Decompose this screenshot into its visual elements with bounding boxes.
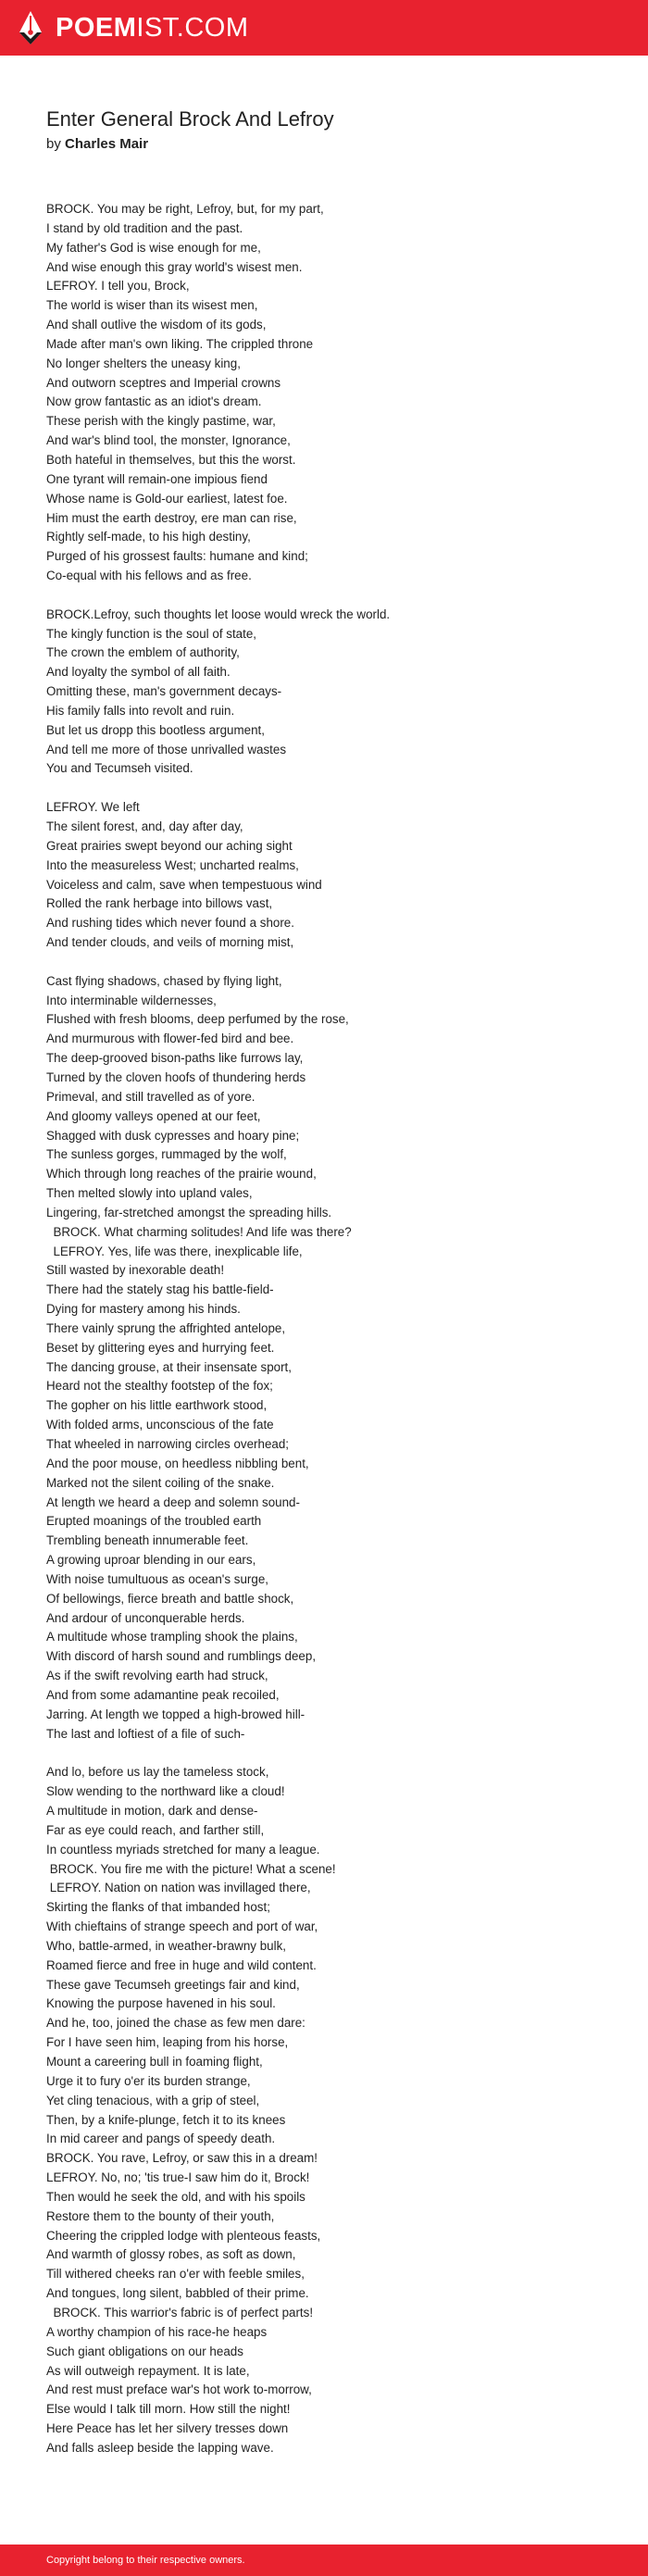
poem-line: LEFROY. No, no; 'tis true-I saw him do it, Brock! — [46, 2170, 310, 2185]
poem-line: Now grow fantastic as an idiot's dream. — [46, 394, 262, 409]
poem-line: Him must the earth destroy, ere man can rise, — [46, 510, 297, 525]
poem-line: And he, too, joined the chase as few men dare: — [46, 2016, 305, 2031]
author-name[interactable]: Charles Mair — [65, 136, 149, 152]
poem-line: You and Tecumseh visited. — [46, 761, 193, 776]
poem-line: Voiceless and calm, save when tempestuous wind — [46, 877, 322, 892]
poem-line: And tell me more of those unrivalled wastes — [46, 742, 287, 757]
poem-line: Shagged with dusk cypresses and hoary pine; — [46, 1128, 300, 1143]
poem-line: BROCK. You may be right, Lefroy, but, for my part, — [46, 202, 324, 216]
poem-byline — [46, 135, 611, 154]
poem-line: Made after man's own liking. The crippled throne — [46, 336, 314, 351]
poem-line: Here Peace has let her silvery tresses down — [46, 2421, 289, 2436]
poem-line: And tongues, long silent, babbled of their prime. — [46, 2286, 309, 2301]
stanza-break — [46, 1744, 611, 1764]
poem-line: The dancing grouse, at their insensate sport, — [46, 1359, 292, 1374]
poem-line: Heard not the stealthy footstep of the fox; — [46, 1379, 273, 1394]
poem-line: Marked not the silent coiling of the snake. — [46, 1475, 275, 1490]
poem-line: Urge it to fury o'er its burden strange, — [46, 2073, 251, 2088]
poem-line: With discord of harsh sound and rumblings deep, — [46, 1649, 317, 1664]
poem-line: Cheering the crippled lodge with plenteous feasts, — [46, 2228, 321, 2243]
poem-line: The crown the emblem of authority, — [46, 645, 240, 660]
poem-line: In mid career and pangs of speedy death. — [46, 2132, 276, 2146]
poem-line: For I have seen him, leaping from his horse, — [46, 2035, 289, 2050]
poem-line: The last and loftiest of a file of such- — [46, 1726, 245, 1741]
poem-line: The sunless gorges, rummaged by the wolf, — [46, 1147, 287, 1162]
logo-text-light: IST.COM — [136, 12, 249, 43]
poem-line: That wheeled in narrowing circles overhead; — [46, 1437, 290, 1451]
poem-line: Jarring. At length we topped a high-browed hill- — [46, 1707, 305, 1721]
poem-line: And lo, before us lay the tameless stock, — [46, 1765, 269, 1780]
poem-line: And outworn sceptres and Imperial crowns — [46, 375, 281, 390]
poem-line: LEFROY. We left — [46, 800, 140, 815]
stanza-break — [46, 779, 611, 798]
poem-line: And war's blind tool, the monster, Ignorance, — [46, 433, 291, 448]
poem-line: My father's God is wise enough for me, — [46, 240, 261, 255]
poem-body — [46, 200, 611, 2458]
poem-line: With chieftains of strange speech and port of war, — [46, 1919, 318, 1934]
poem-line: And murmurous with flower-fed bird and bee. — [46, 1032, 294, 1046]
poem-line: Trembling beneath innumerable feet. — [46, 1533, 249, 1548]
poem-line: And loyalty the symbol of all faith. — [46, 665, 231, 680]
poem-line: And tender clouds, and veils of morning mist, — [46, 935, 294, 950]
poem-line: In countless myriads stretched for many a league. — [46, 1842, 320, 1857]
poem-line: Lingering, far-stretched amongst the spreading hills. — [46, 1205, 332, 1219]
poem-line: The world is wiser than its wisest men, — [46, 298, 258, 313]
poem-line: BROCK. This warrior's fabric is of perfect parts! — [46, 2305, 314, 2320]
poem-line: Dying for mastery among his hinds. — [46, 1302, 241, 1317]
poem-line: The kingly function is the soul of state, — [46, 626, 257, 641]
poem-line: Flushed with fresh blooms, deep perfumed by the rose, — [46, 1012, 349, 1027]
poem-line: Slow wending to the northward like a cloud! — [46, 1784, 285, 1799]
poem-line: As will outweigh repayment. It is late, — [46, 2363, 250, 2378]
poem-line: The silent forest, and, day after day, — [46, 819, 243, 833]
byline-label: by — [46, 136, 61, 152]
poem-line: Both hateful in themselves, but this the worst. — [46, 452, 296, 467]
poem-line: LEFROY. Yes, life was there, inexplicable life, — [46, 1244, 303, 1258]
poem-line: There vainly sprung the affrighted antelope, — [46, 1320, 286, 1335]
poem-line: Great prairies swept beyond our aching sight — [46, 838, 293, 853]
poem-line: Co-equal with his fellows and as free. — [46, 569, 252, 583]
poem-line: His family falls into revolt and ruin. — [46, 703, 235, 718]
poem-line: And gloomy valleys opened at our feet, — [46, 1108, 261, 1123]
poem-line: There had the stately stag his battle-field- — [46, 1282, 274, 1297]
poem-line: BROCK.Lefroy, such thoughts let loose would wreck the world. — [46, 606, 391, 621]
poem-line: BROCK. You rave, Lefroy, or saw this in a dream! — [46, 2151, 318, 2166]
poem-line: Cast flying shadows, chased by flying light, — [46, 973, 282, 988]
poem-line: Then, by a knife-plunge, fetch it to its knees — [46, 2112, 286, 2127]
poem-line: BROCK. You fire me with the picture! What a scene! — [46, 1861, 336, 1876]
pen-nib-icon — [17, 10, 44, 45]
poem-line: Purged of his grossest faults: humane and kind; — [46, 549, 308, 564]
poem-line: Erupted moanings of the troubled earth — [46, 1514, 262, 1529]
poem-line: Primeval, and still travelled as of yore. — [46, 1089, 255, 1104]
poem-line: One tyrant will remain-one impious fiend — [46, 471, 268, 486]
poem-line: Beset by glittering eyes and hurrying feet. — [46, 1340, 275, 1355]
poem-line: Whose name is Gold-our earliest, latest foe. — [46, 491, 288, 506]
poem-line: Till withered cheeks ran o'er with feeble smiles, — [46, 2267, 305, 2282]
stanza-break — [46, 953, 611, 972]
poem-line: Into interminable wildernesses, — [46, 993, 217, 1007]
poem-line: Such giant obligations on our heads — [46, 2344, 243, 2358]
poem-line: A growing uproar blending in our ears, — [46, 1553, 256, 1568]
poem-line: These gave Tecumseh greetings fair and kind, — [46, 1977, 300, 1992]
poem-line: But let us dropp this bootless argument, — [46, 722, 265, 737]
poem-line: And the poor mouse, on heedless nibbling bent, — [46, 1456, 309, 1470]
logo-text-bold: POEM — [56, 12, 137, 43]
poem-line: Roamed fierce and free in huge and wild content. — [46, 1957, 317, 1972]
poem-line: Restore them to the bounty of their youth, — [46, 2208, 275, 2223]
poem-line: And rushing tides which never found a shore. — [46, 916, 294, 931]
poem-line: Else would I talk till morn. How still the night! — [46, 2402, 291, 2417]
poem-line: Which through long reaches of the prairie wound, — [46, 1167, 317, 1182]
copyright-notice: Copyright belong to their respective owners. — [46, 2555, 245, 2566]
stanza-break — [46, 586, 611, 606]
poem-line: I stand by old tradition and the past. — [46, 220, 243, 235]
poem-line: The deep-grooved bison-paths like furrows lay, — [46, 1051, 304, 1066]
poem-line: These perish with the kingly pastime, war, — [46, 414, 276, 429]
poem-line: Of bellowings, fierce breath and battle shock, — [46, 1591, 294, 1606]
site-logo-text — [56, 12, 249, 43]
poem-line: Still wasted by inexorable death! — [46, 1263, 225, 1278]
poem-line: And from some adamantine peak recoiled, — [46, 1687, 280, 1702]
poem-line: With folded arms, unconscious of the fate — [46, 1418, 274, 1432]
poem-line: Yet cling tenacious, with a grip of steel, — [46, 2093, 260, 2107]
poem-line: BROCK. What charming solitudes! And life was there? — [46, 1224, 352, 1239]
poem-container — [46, 106, 611, 2458]
poem-line: And falls asleep beside the lapping wave. — [46, 2440, 274, 2455]
poem-line: Turned by the cloven hoofs of thundering herds — [46, 1069, 306, 1084]
poem-line: LEFROY. I tell you, Brock, — [46, 279, 190, 294]
poem-line: A worthy champion of his race-he heaps — [46, 2324, 268, 2339]
poem-line: Rolled the rank herbage into billows vast, — [46, 896, 273, 911]
poem-line: The gopher on his little earthwork stood, — [46, 1398, 268, 1413]
poem-line: Mount a careering bull in foaming flight, — [46, 2055, 263, 2069]
poem-line: Into the measureless West; uncharted realms, — [46, 857, 299, 872]
site-logo[interactable] — [17, 10, 249, 45]
poem-line: Skirting the flanks of that imbanded host; — [46, 1900, 270, 1915]
poem-line: Omitting these, man's government decays- — [46, 684, 282, 699]
poem-line: A multitude in motion, dark and dense- — [46, 1804, 258, 1819]
poem-line: Then would he seek the old, and with his spoils — [46, 2189, 305, 2204]
poem-line: Knowing the purpose havened in his soul. — [46, 1996, 276, 2011]
poem-line: And shall outlive the wisdom of its gods, — [46, 318, 267, 332]
poem-line: And wise enough this gray world's wisest men. — [46, 259, 303, 274]
poem-line: A multitude whose trampling shook the plains, — [46, 1630, 298, 1644]
poem-line: As if the swift revolving earth had struck, — [46, 1669, 268, 1683]
poem-line: With noise tumultuous as ocean's surge, — [46, 1571, 268, 1586]
poem-line: And ardour of unconquerable herds. — [46, 1610, 245, 1625]
poem-title: Enter General Brock And Lefroy — [46, 107, 334, 131]
poem-line: And warmth of glossy robes, as soft as down, — [46, 2247, 296, 2262]
poem-line: No longer shelters the uneasy king, — [46, 356, 241, 370]
poem-line: Rightly self-made, to his high destiny, — [46, 530, 251, 544]
poem-line: Then melted slowly into upland vales, — [46, 1186, 253, 1201]
poem-line: And rest must preface war's hot work to-morrow, — [46, 2382, 312, 2397]
poem-line: Far as eye could reach, and farther still, — [46, 1822, 265, 1837]
site-footer — [0, 2545, 648, 2576]
poem-line: Who, battle-armed, in weather-brawny bulk, — [46, 1938, 286, 1953]
poem-line: At length we heard a deep and solemn sound- — [46, 1494, 300, 1509]
site-header — [0, 0, 648, 56]
poem-line: LEFROY. Nation on nation was invillaged there, — [46, 1881, 311, 1895]
